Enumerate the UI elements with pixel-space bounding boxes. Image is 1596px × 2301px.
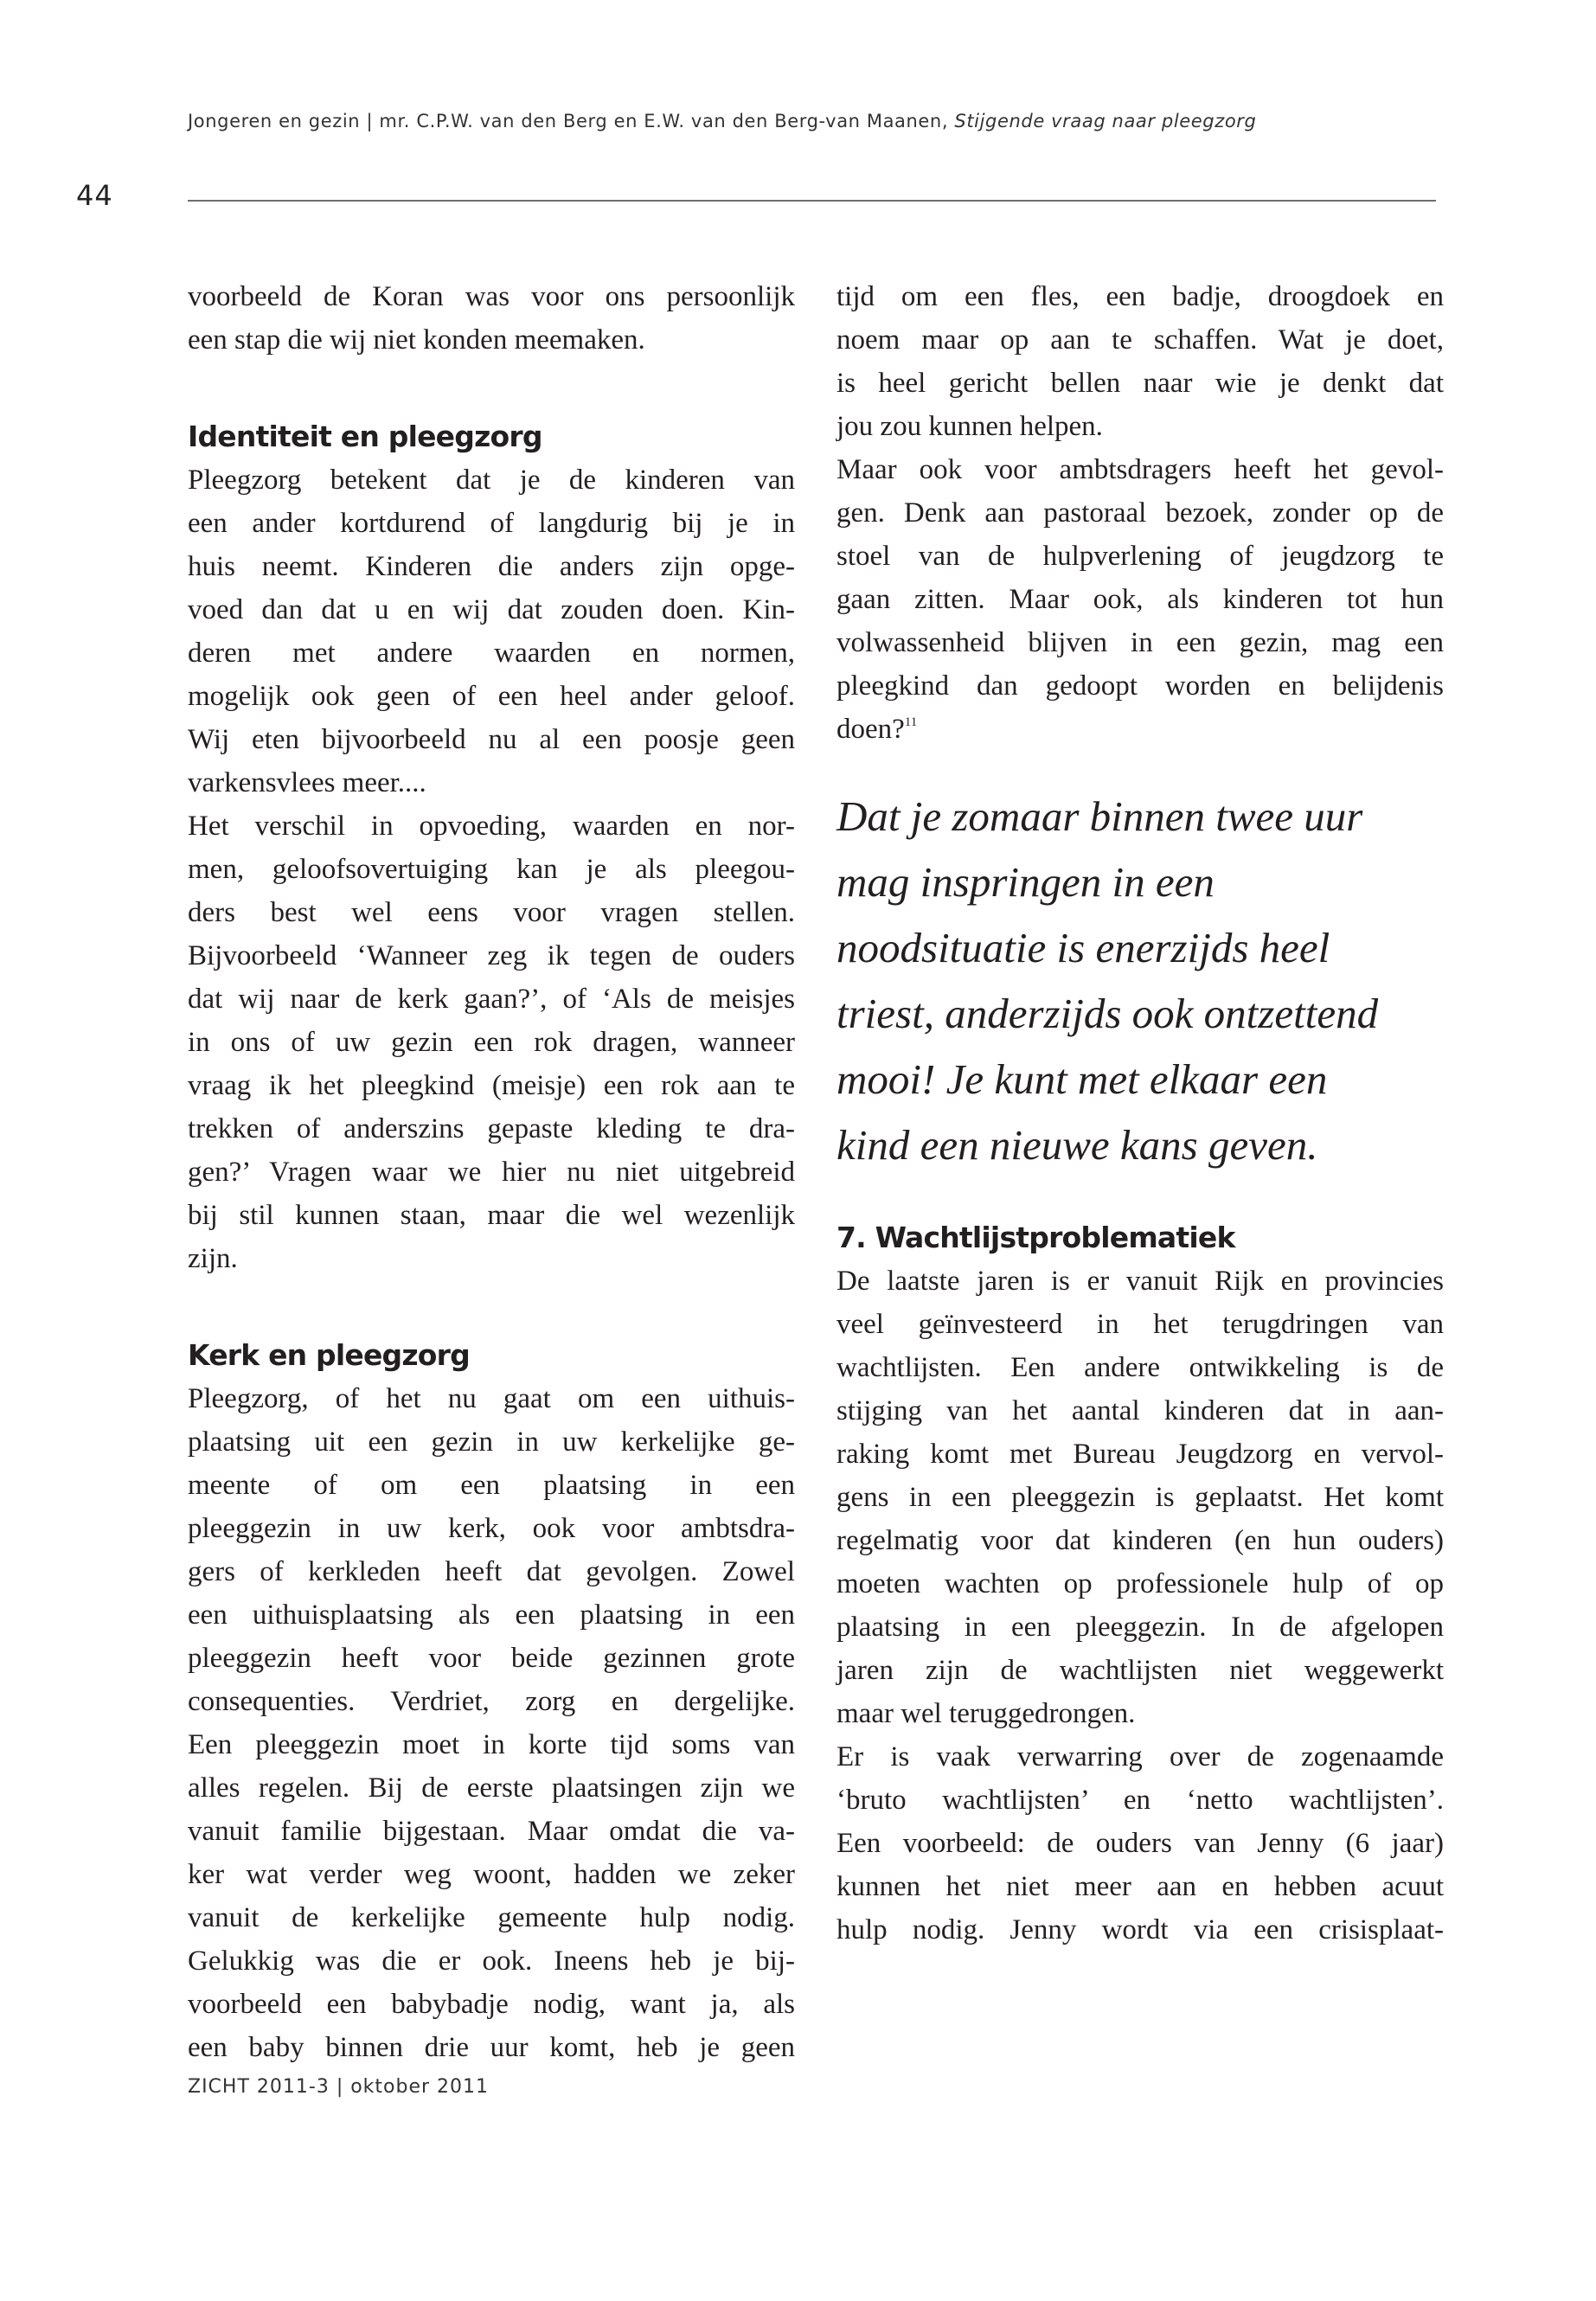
pull-quote-line: mooi! Je kunt met elkaar een bbox=[836, 1055, 1328, 1103]
text-line: bij stil kunnen staan, maar die wel wezenlijk bbox=[188, 1200, 795, 1231]
text-line: tijd om een fles, een badje, droogdoek en bbox=[836, 281, 1444, 312]
text-line: huis neemt. Kinderen die anders zijn opge- bbox=[188, 551, 795, 582]
text-line: stijging van het aantal kinderen dat in aan- bbox=[836, 1395, 1444, 1426]
text-line: ker wat verder weg woont, hadden we zeker bbox=[188, 1859, 795, 1890]
page-number: 44 bbox=[76, 179, 113, 212]
pull-quote-line: kind een nieuwe kans geven. bbox=[836, 1121, 1318, 1169]
right-column bbox=[836, 275, 1444, 1952]
text-line: pleeggezin heeft voor beide gezinnen grote bbox=[188, 1643, 795, 1674]
text-line: alles regelen. Bij de eerste plaatsingen zijn we bbox=[188, 1772, 795, 1804]
text-line: plaatsing in een pleeggezin. In de afgelopen bbox=[836, 1612, 1444, 1643]
text-line: consequenties. Verdriet, zorg en dergelijke. bbox=[188, 1686, 795, 1717]
section-heading-kerk: Kerk en pleegzorg bbox=[188, 1338, 470, 1372]
spacer bbox=[188, 1280, 795, 1324]
text-line: voorbeeld de Koran was voor ons persoonlijk bbox=[188, 281, 795, 312]
text-line: gen. Denk aan pastoraal bezoek, zonder op de bbox=[836, 497, 1444, 529]
text-line: De laatste jaren is er vanuit Rijk en provincies bbox=[836, 1266, 1444, 1297]
footnote-reference[interactable]: 11 bbox=[904, 715, 918, 729]
header-rule bbox=[188, 200, 1436, 202]
text-line: Het verschil in opvoeding, waarden en nor- bbox=[188, 811, 795, 842]
text-line: een stap die wij niet konden meemaken. bbox=[188, 324, 645, 356]
text-line: Pleegzorg, of het nu gaat om een uithuis- bbox=[188, 1383, 795, 1414]
text-line: volwassenheid blijven in een gezin, mag een bbox=[836, 627, 1444, 658]
text-line: wachtlijsten. Een andere ontwikkeling is de bbox=[836, 1352, 1444, 1383]
text-line: dat wij naar de kerk gaan?’, of ‘Als de meisjes bbox=[188, 984, 795, 1015]
pull-quote-line: triest, anderzijds ook ontzettend bbox=[836, 990, 1379, 1037]
text-line: een ander kortdurend of langdurig bij je in bbox=[188, 508, 795, 539]
text-line: Bijvoorbeeld ‘Wanneer zeg ik tegen de ouders bbox=[188, 940, 795, 971]
text-line: Een pleeggezin moet in korte tijd soms van bbox=[188, 1729, 795, 1760]
text-line: voed dan dat u en wij dat zouden doen. Kin- bbox=[188, 594, 795, 625]
pull-quote-line: mag inspringen in een bbox=[836, 858, 1215, 906]
text-line: zijn. bbox=[188, 1243, 238, 1274]
text-line: een uithuisplaatsing als een plaatsing in een bbox=[188, 1599, 795, 1631]
section-heading-wachtlijst: 7. Wachtlijstproblematiek bbox=[836, 1221, 1235, 1254]
text-line: jaren zijn de wachtlijsten niet weggewerkt bbox=[836, 1655, 1444, 1686]
text-line: ‘bruto wachtlijsten’ en ‘netto wachtlijsten’. bbox=[836, 1785, 1444, 1816]
section-body-kerk bbox=[188, 1377, 795, 2069]
section-heading-identiteit: Identiteit en pleegzorg bbox=[188, 420, 542, 453]
text-line: mogelijk ook geen of een heel ander geloof. bbox=[188, 681, 795, 712]
pull-quote bbox=[836, 784, 1444, 1178]
text-line: vraag ik het pleegkind (meisje) een rok aan te bbox=[188, 1070, 795, 1101]
text-line: noem maar op aan te schaffen. Wat je doet, bbox=[836, 324, 1444, 356]
continuation-paragraph bbox=[836, 275, 1444, 751]
running-head bbox=[188, 111, 1442, 131]
text-line: jou zou kunnen helpen. bbox=[836, 411, 1103, 442]
text-line: een baby binnen drie uur komt, heb je geen bbox=[188, 2032, 795, 2063]
text-line: pleegkind dan gedoopt worden en belijdenis bbox=[836, 670, 1444, 702]
running-head-authors: Jongeren en gezin | mr. C.P.W. van den Berg en E.W. van den Berg-van Maanen, bbox=[188, 111, 955, 131]
text-line: raking komt met Bureau Jeugdzorg en vervol- bbox=[836, 1439, 1444, 1470]
text-line: maar wel teruggedrongen. bbox=[836, 1698, 1136, 1729]
pull-quote-line: noodsituatie is enerzijds heel bbox=[836, 924, 1330, 971]
text-line: Een voorbeeld: de ouders van Jenny (6 jaar) bbox=[836, 1828, 1444, 1859]
text-line: hulp nodig. Jenny wordt via een crisisplaat- bbox=[836, 1914, 1444, 1945]
section-body-wachtlijst bbox=[836, 1259, 1444, 1952]
text-line: moeten wachten op professionele hulp of op bbox=[836, 1568, 1444, 1599]
text-line: varkensvlees meer.... bbox=[188, 767, 426, 798]
text-line: vanuit de kerkelijke gemeente hulp nodig. bbox=[188, 1902, 795, 1933]
text-line: Pleegzorg betekent dat je de kinderen van bbox=[188, 465, 795, 496]
text-line: veel geïnvesteerd in het terugdringen van bbox=[836, 1309, 1444, 1340]
text-line: regelmatig voor dat kinderen (en hun ouders) bbox=[836, 1525, 1444, 1556]
text-line: Wij eten bijvoorbeeld nu al een poosje geen bbox=[188, 724, 795, 755]
spacer bbox=[188, 362, 795, 405]
text-line: Er is vaak verwarring over de zogenaamde bbox=[836, 1741, 1444, 1772]
text-line: doen?$^{11}$ bbox=[836, 714, 918, 745]
intro-paragraph bbox=[188, 275, 795, 362]
text-line: pleeggezin in uw kerk, ook voor ambtsdra- bbox=[188, 1513, 795, 1544]
text-line: plaatsing uit een gezin in uw kerkelijke ge- bbox=[188, 1426, 795, 1458]
text-line: meente of om een plaatsing in een bbox=[188, 1470, 795, 1501]
left-column bbox=[188, 275, 795, 2069]
text-line: gen?’ Vragen waar we hier nu niet uitgebreid bbox=[188, 1157, 795, 1188]
footer-issue-info: ZICHT 2011-3 | oktober 2011 bbox=[188, 2076, 490, 2098]
text-line: is heel gericht bellen naar wie je denkt dat bbox=[836, 368, 1444, 399]
text-line: deren met andere waarden en normen, bbox=[188, 638, 795, 669]
section-body-identiteit bbox=[188, 458, 795, 1280]
text-line: in ons of uw gezin een rok dragen, wanneer bbox=[188, 1027, 795, 1058]
text-line: Maar ook voor ambtsdragers heeft het gevol- bbox=[836, 454, 1444, 485]
pull-quote-line: Dat je zomaar binnen twee uur bbox=[836, 792, 1363, 840]
text-line: ders best wel eens voor vragen stellen. bbox=[188, 897, 795, 928]
text-line: Gelukkig was die er ook. Ineens heb je bij- bbox=[188, 1945, 795, 1977]
running-head-title: Stijgende vraag naar pleegzorg bbox=[954, 111, 1257, 131]
text-line: gaan zitten. Maar ook, als kinderen tot hun bbox=[836, 584, 1444, 615]
text-line: kunnen het niet meer aan en hebben acuut bbox=[836, 1871, 1444, 1902]
text-line: men, geloofsovertuiging kan je als pleegou- bbox=[188, 854, 795, 885]
text-line: gers of kerkleden heeft dat gevolgen. Zowel bbox=[188, 1556, 795, 1587]
text-line: gens in een pleeggezin is geplaatst. Het komt bbox=[836, 1482, 1444, 1513]
text-line: vanuit familie bijgestaan. Maar omdat die va- bbox=[188, 1816, 795, 1847]
text-line: trekken of anderszins gepaste kleding te dra- bbox=[188, 1113, 795, 1144]
text-line: stoel van de hulpverlening of jeugdzorg te bbox=[836, 541, 1444, 572]
text-line: voorbeeld een babybadje nodig, want ja, als bbox=[188, 1989, 795, 2020]
